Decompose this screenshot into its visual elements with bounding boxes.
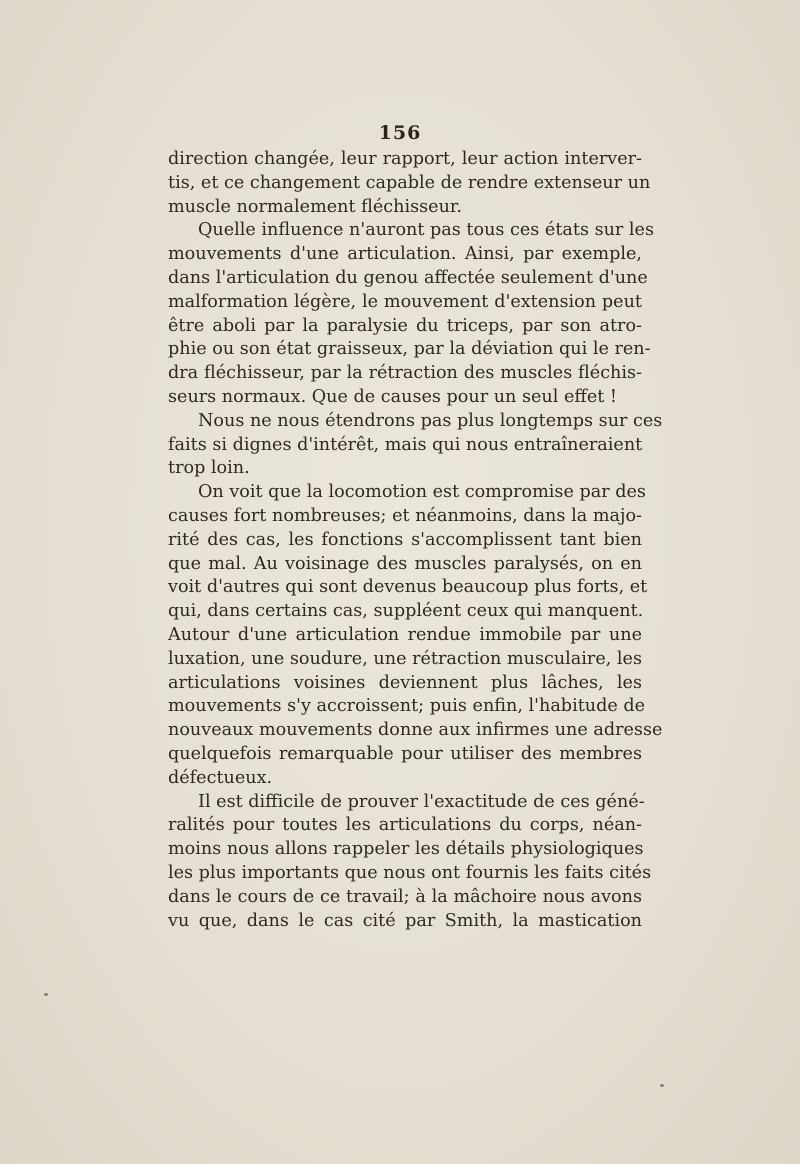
text-line: mouvements d'une articulation. Ainsi, par exemple, bbox=[168, 244, 642, 265]
text-line: être aboli par la paralysie du triceps, par son atro- bbox=[168, 315, 642, 336]
text-line: direction changée, leur rapport, leur action interver- bbox=[168, 149, 642, 169]
text-line: muscle normalement fléchisseur. bbox=[168, 196, 462, 217]
text-line: Nous ne nous étendrons pas plus longtemps sur ces bbox=[198, 410, 663, 431]
text-line: quelquefois remarquable pour utiliser des membres bbox=[168, 743, 642, 764]
text-line: Quelle influence n'auront pas tous ces états sur les bbox=[198, 220, 655, 241]
text-line: moins nous allons rappeler les détails physiologiques bbox=[168, 839, 644, 860]
text-line: luxation, une soudure, une rétraction musculaire, les bbox=[168, 648, 642, 669]
text-line: phie ou son état graisseux, par la déviation qui le ren- bbox=[168, 339, 651, 360]
text-line: les plus importants que nous ont fournis les faits cités bbox=[168, 862, 652, 883]
text-line: dra fléchisseur, par la rétraction des muscles fléchis- bbox=[168, 363, 642, 384]
body-text bbox=[168, 148, 663, 933]
text-line: faits si dignes d'intérêt, mais qui nous entraîneraient bbox=[168, 434, 643, 455]
text-line: dans l'articulation du genou affectée seulement d'une bbox=[168, 267, 648, 288]
text-line: vu que, dans le cas cité par Smith, la mastication bbox=[168, 910, 642, 931]
text-line: défectueux. bbox=[168, 767, 273, 788]
text-line: malformation légère, le mouvement d'extension peut bbox=[168, 291, 642, 312]
text-line: ralités pour toutes les articulations du corps, néan- bbox=[168, 815, 642, 836]
text-line: seurs normaux. Que de causes pour un seul effet ! bbox=[168, 386, 618, 407]
paper-speck bbox=[660, 1084, 664, 1087]
text-line: que mal. Au voisinage des muscles paralysés, on en bbox=[168, 553, 642, 574]
text-line: Il est difficile de prouver l'exactitude de ces géné- bbox=[198, 791, 645, 812]
text-line: mouvements s'y accroissent; puis enfin, l'habitude de bbox=[168, 696, 646, 717]
paper-speck bbox=[44, 993, 48, 996]
text-line: dans le cours de ce travail; à la mâchoire nous avons bbox=[168, 886, 642, 907]
text-line: On voit que la locomotion est compromise par des bbox=[198, 482, 646, 503]
text-line: tis, et ce changement capable de rendre extenseur un bbox=[168, 172, 651, 193]
text-line: articulations voisines deviennent plus lâches, les bbox=[168, 672, 642, 693]
page-number: 156 bbox=[378, 122, 422, 144]
text-line: Autour d'une articulation rendue immobile par une bbox=[168, 624, 642, 645]
text-line: nouveaux mouvements donne aux infirmes une adresse bbox=[168, 720, 663, 741]
text-line: causes fort nombreuses; et néanmoins, dans la majo- bbox=[168, 505, 642, 526]
text-line: qui, dans certains cas, suppléent ceux qui manquent. bbox=[168, 601, 644, 622]
text-line: rité des cas, les fonctions s'accomplissent tant bien bbox=[168, 529, 642, 550]
text-line: trop loin. bbox=[168, 458, 250, 479]
text-line: voit d'autres qui sont devenus beaucoup plus forts, et bbox=[168, 577, 648, 598]
